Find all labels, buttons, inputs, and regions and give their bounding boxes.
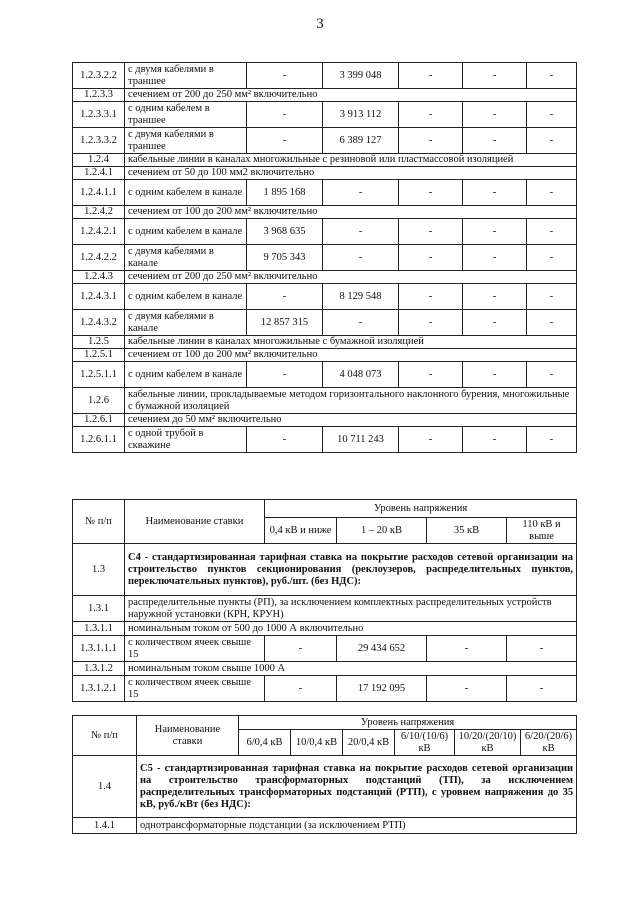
- header-num: № п/п: [73, 716, 137, 756]
- level-header: 6/20/(20/6) кВ: [521, 730, 577, 756]
- rate-value: -: [247, 362, 323, 388]
- row-number: 1.4: [73, 756, 137, 818]
- rate-value: -: [427, 676, 507, 702]
- header-voltage-level: Уровень напряжения: [265, 500, 577, 518]
- rate-title: С5 - стандартизированная тарифная ставка на покрытие расходов сетевой организации на строительство трансформаторных подстанций (ТП), за исключением распределительных трансформаторных подстанций (РТП), с уровнем напряжения до 35 кВ, руб./кВт (без НДС):: [137, 756, 577, 818]
- row-number: 1.2.6.1: [73, 414, 125, 427]
- table-row: [73, 102, 577, 128]
- table-row: [73, 622, 577, 636]
- section-label: номинальным током от 500 до 1000 А включительно: [125, 622, 577, 636]
- rate-value: -: [463, 63, 527, 89]
- table-row: [73, 154, 577, 167]
- rate-value: -: [507, 636, 577, 662]
- rate-value: -: [399, 362, 463, 388]
- rate-name: с двумя кабелями в траншее: [125, 63, 247, 89]
- rate-value: -: [247, 128, 323, 154]
- rate-value: 1 895 168: [247, 180, 323, 206]
- table-row: [73, 128, 577, 154]
- row-number: 1.2.6: [73, 388, 125, 414]
- level-header: 0,4 кВ и ниже: [265, 518, 337, 544]
- section-label: сечением от 200 до 250 мм² включительно: [125, 271, 577, 284]
- table-row: [73, 544, 577, 596]
- rate-value: -: [527, 219, 577, 245]
- row-number: 1.2.5: [73, 336, 125, 349]
- row-number: 1.2.4.1: [73, 167, 125, 180]
- row-number: 1.2.4.3.1: [73, 284, 125, 310]
- rate-value: -: [463, 180, 527, 206]
- rate-value: -: [527, 284, 577, 310]
- rate-name: с одним кабелем в канале: [125, 284, 247, 310]
- rate-value: -: [463, 310, 527, 336]
- table-row: [73, 245, 577, 271]
- rate-value: -: [463, 362, 527, 388]
- rate-name: с одной трубой в скважине: [125, 427, 247, 453]
- rate-value: 3 399 048: [323, 63, 399, 89]
- sectioning-points-table: [72, 499, 577, 702]
- section-label: кабельные линии в каналах многожильные с резиновой или пластмассовой изоляцией: [125, 154, 577, 167]
- table-row: [73, 362, 577, 388]
- rate-value: -: [527, 63, 577, 89]
- row-number: 1.3.1.2: [73, 662, 125, 676]
- table-row: [73, 271, 577, 284]
- section-label: номинальным током свыше 1000 А: [125, 662, 577, 676]
- header-rate-name: Наименование ставки: [125, 500, 265, 544]
- row-number: 1.3.1.1.1: [73, 636, 125, 662]
- section-label: сечением от 100 до 200 мм² включительно: [125, 206, 577, 219]
- table-row: [73, 63, 577, 89]
- level-header: 35 кВ: [427, 518, 507, 544]
- rate-value: -: [323, 310, 399, 336]
- rate-value: -: [463, 427, 527, 453]
- rate-value: 9 705 343: [247, 245, 323, 271]
- row-number: 1.2.3.3.2: [73, 128, 125, 154]
- level-header: 6/10/(10/6) кВ: [395, 730, 455, 756]
- rate-value: 6 389 127: [323, 128, 399, 154]
- row-number: 1.2.6.1.1: [73, 427, 125, 453]
- row-number: 1.2.3.3: [73, 89, 125, 102]
- rate-value: -: [247, 427, 323, 453]
- rate-value: -: [247, 63, 323, 89]
- row-number: 1.4.1: [73, 818, 137, 834]
- rate-value: 10 711 243: [323, 427, 399, 453]
- rate-value: -: [463, 102, 527, 128]
- section-label: сечением от 50 до 100 мм2 включительно: [125, 167, 577, 180]
- rate-value: 8 129 548: [323, 284, 399, 310]
- row-number: 1.2.5.1: [73, 349, 125, 362]
- rate-title: С4 - стандартизированная тарифная ставка на покрытие расходов сетевой организации на строительство пунктов секционирования (реклоузеров, распределительных пунктов, переключательных пунктов), руб./шт. (без НДС):: [125, 544, 577, 596]
- rate-value: -: [399, 427, 463, 453]
- rate-value: -: [399, 63, 463, 89]
- rate-value: 12 857 315: [247, 310, 323, 336]
- rate-value: -: [527, 362, 577, 388]
- level-header: 6/0,4 кВ: [239, 730, 291, 756]
- table-row: [73, 818, 577, 834]
- rate-value: -: [399, 128, 463, 154]
- section-label: распределительные пункты (РП), за исключением комплектных распределительных устройств наружной установки (КРН, КРУН): [125, 596, 577, 622]
- rate-value: 3 968 635: [247, 219, 323, 245]
- table-row: [73, 310, 577, 336]
- rate-name: с количеством ячеек свыше 15: [125, 676, 265, 702]
- header-rate-name: Наименование ставки: [137, 716, 239, 756]
- section-label: однотрансформаторные подстанции (за исключением РТП): [137, 818, 577, 834]
- rate-value: 3 913 112: [323, 102, 399, 128]
- row-number: 1.2.3.3.1: [73, 102, 125, 128]
- table-row: [73, 414, 577, 427]
- rate-value: -: [463, 245, 527, 271]
- rate-name: с одним кабелем в канале: [125, 219, 247, 245]
- rate-value: -: [399, 284, 463, 310]
- row-number: 1.2.4.3: [73, 271, 125, 284]
- rate-value: -: [247, 284, 323, 310]
- rate-value: -: [247, 102, 323, 128]
- transformer-substations-table: [72, 715, 577, 834]
- row-number: 1.2.4.3.2: [73, 310, 125, 336]
- rate-name: с двумя кабелями в траншее: [125, 128, 247, 154]
- rate-value: -: [527, 180, 577, 206]
- table-row: [73, 756, 577, 818]
- rate-value: -: [399, 219, 463, 245]
- row-number: 1.2.4.1.1: [73, 180, 125, 206]
- rate-name: с количеством ячеек свыше 15: [125, 636, 265, 662]
- row-number: 1.2.4.2.1: [73, 219, 125, 245]
- rate-value: -: [463, 128, 527, 154]
- rate-value: -: [399, 310, 463, 336]
- level-header: 20/0,4 кВ: [343, 730, 395, 756]
- rate-name: с одним кабелем в траншее: [125, 102, 247, 128]
- rate-value: -: [399, 245, 463, 271]
- cable-lines-table: [72, 62, 577, 453]
- rate-value: -: [399, 102, 463, 128]
- table-row: [73, 284, 577, 310]
- rate-name: с одним кабелем в канале: [125, 180, 247, 206]
- row-number: 1.2.4.2.2: [73, 245, 125, 271]
- table-row: [73, 180, 577, 206]
- page-number: 3: [316, 16, 324, 32]
- rate-value: -: [463, 219, 527, 245]
- table-row: [73, 206, 577, 219]
- table-row: [73, 636, 577, 662]
- section-label: сечением от 200 до 250 мм² включительно: [125, 89, 577, 102]
- table-row: [73, 596, 577, 622]
- row-number: 1.3.1: [73, 596, 125, 622]
- row-number: 1.3.1.2.1: [73, 676, 125, 702]
- section-label: сечением до 50 мм² включительно: [125, 414, 577, 427]
- level-header: 1 – 20 кВ: [337, 518, 427, 544]
- table-row: [73, 167, 577, 180]
- table-row: [73, 336, 577, 349]
- level-header: 10/20/(20/10) кВ: [455, 730, 521, 756]
- rate-value: 17 192 095: [337, 676, 427, 702]
- rate-value: 29 434 652: [337, 636, 427, 662]
- section-label: кабельные линии в каналах многожильные с бумажной изоляцией: [125, 336, 577, 349]
- rate-value: -: [463, 284, 527, 310]
- rate-value: -: [265, 676, 337, 702]
- row-number: 1.2.4: [73, 154, 125, 167]
- table-row: [73, 89, 577, 102]
- section-label: кабельные линии, прокладываемые методом горизонтального наклонного бурения, многожильные с бумажной изоляцией: [125, 388, 577, 414]
- table-row: [73, 676, 577, 702]
- rate-value: -: [323, 180, 399, 206]
- table-row: [73, 427, 577, 453]
- row-number: 1.2.5.1.1: [73, 362, 125, 388]
- level-header: 110 кВ и выше: [507, 518, 577, 544]
- rate-value: -: [527, 310, 577, 336]
- section-label: сечением от 100 до 200 мм² включительно: [125, 349, 577, 362]
- rate-name: с двумя кабелями в канале: [125, 310, 247, 336]
- rate-value: 4 048 073: [323, 362, 399, 388]
- rate-name: с двумя кабелями в канале: [125, 245, 247, 271]
- header-num: № п/п: [73, 500, 125, 544]
- rate-value: -: [323, 219, 399, 245]
- table-row: [73, 662, 577, 676]
- rate-value: -: [527, 245, 577, 271]
- rate-value: -: [527, 128, 577, 154]
- row-number: 1.3: [73, 544, 125, 596]
- rate-value: -: [527, 102, 577, 128]
- row-number: 1.2.4.2: [73, 206, 125, 219]
- table-row: [73, 219, 577, 245]
- table-row: [73, 349, 577, 362]
- rate-name: с одним кабелем в канале: [125, 362, 247, 388]
- row-number: 1.3.1.1: [73, 622, 125, 636]
- rate-value: -: [507, 676, 577, 702]
- rate-value: -: [427, 636, 507, 662]
- rate-value: -: [323, 245, 399, 271]
- header-voltage-level: Уровень напряжения: [239, 716, 577, 730]
- row-number: 1.2.3.2.2: [73, 63, 125, 89]
- level-header: 10/0,4 кВ: [291, 730, 343, 756]
- rate-value: -: [399, 180, 463, 206]
- rate-value: -: [527, 427, 577, 453]
- rate-value: -: [265, 636, 337, 662]
- table-row: [73, 388, 577, 414]
